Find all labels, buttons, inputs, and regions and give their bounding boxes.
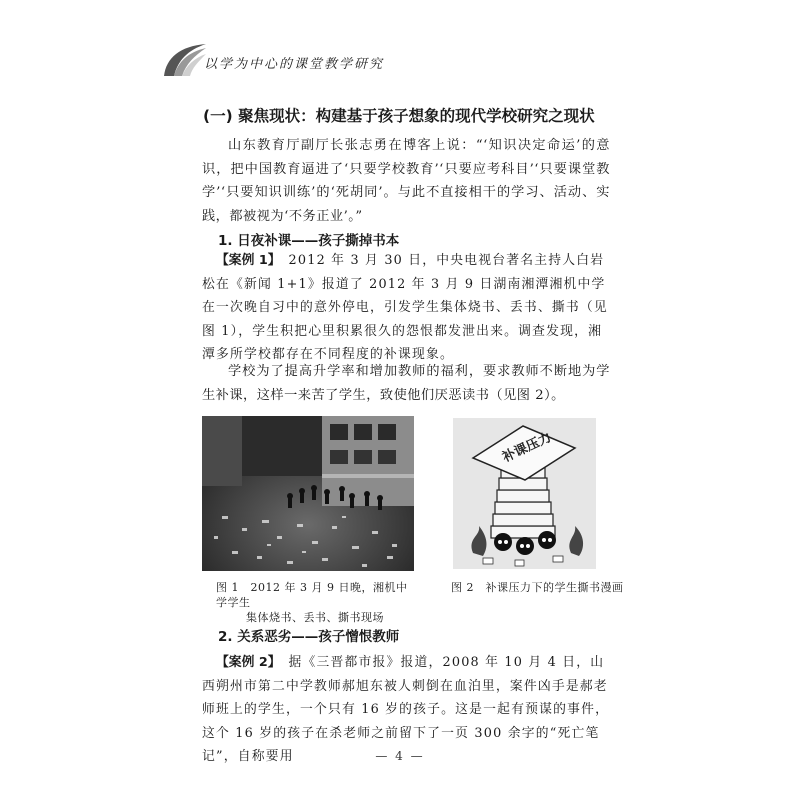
case-1-label: 【案例 1】: [216, 253, 281, 268]
figure-1-caption-line1: 图 1 2012 年 3 月 9 日晚，湘机中学学生: [216, 581, 408, 609]
figure-2-caption: 图 2 补课压力下的学生撕书漫画: [451, 581, 624, 594]
running-header: [160, 40, 660, 80]
figure-1-photo: [202, 416, 414, 571]
case-2-label: 【案例 2】: [216, 655, 281, 670]
section-title: (一) 聚焦现状：构建基于孩子想象的现代学校研究之现状: [203, 107, 595, 125]
figure-1-caption: [216, 580, 416, 625]
page-number: — 4 —: [375, 749, 425, 763]
figure-2-image: [453, 418, 596, 569]
subheading-2: 2. 关系恶劣——孩子憎恨教师: [218, 629, 400, 645]
figure-2-cartoon: [453, 418, 596, 569]
case-1-text: 2012 年 3 月 30 日，中央电视台著名主持人白岩松在《新闻 1+1》报道了 2012 年 3 月 9 日湖南湘潭湘机中学在一次晚自习中的意外停电，引发学生集体烧书、丢书、撕书（见图 1），学生积把心里积累很久的怨恨都发泄出来。调查发现，湘潭多所学校都存在不同程度的补课现象。: [202, 253, 608, 362]
figure-2-book-label: 补课压力: [500, 430, 554, 466]
figure-1-caption-line2: 集体烧书、丢书、撕书现场: [246, 611, 384, 624]
intro-paragraph: 山东教育厅副厅长张志勇在博客上说：“‘知识决定命运’的意识，把中国教育逼进了‘只要学校教育’‘只要应考科目’‘只要课堂教学’‘只要知识训练’的‘死胡同’。与此不直接相干的学习、活动、实践，都被视为‘不务正业’。”: [202, 138, 610, 224]
subheading-1: 1. 日夜补课——孩子撕掉书本: [218, 233, 400, 249]
case-1-block: [202, 249, 610, 367]
header-title: 以学为中心的课堂教学研究: [204, 57, 385, 72]
figure-1-image: [202, 416, 414, 571]
case-2-text: 据《三晋都市报》报道，2008 年 10 月 4 日，山西朔州市第二中学教师郝旭东被人刺倒在血泊里，案件凶手是郝老师班上的学生，一个只有 16 岁的孩子。这是一起有预谋的事件，这个 16 岁的孩子在杀老师之前留下了一页 300 余字的“死亡笔记”，自称要用: [202, 655, 610, 764]
sub1-paragraph: 学校为了提高升学率和增加教师的福利，要求教师不断地为学生补课，这样一来苦了学生，致使他们厌恶读书（见图 2）。: [202, 364, 610, 403]
